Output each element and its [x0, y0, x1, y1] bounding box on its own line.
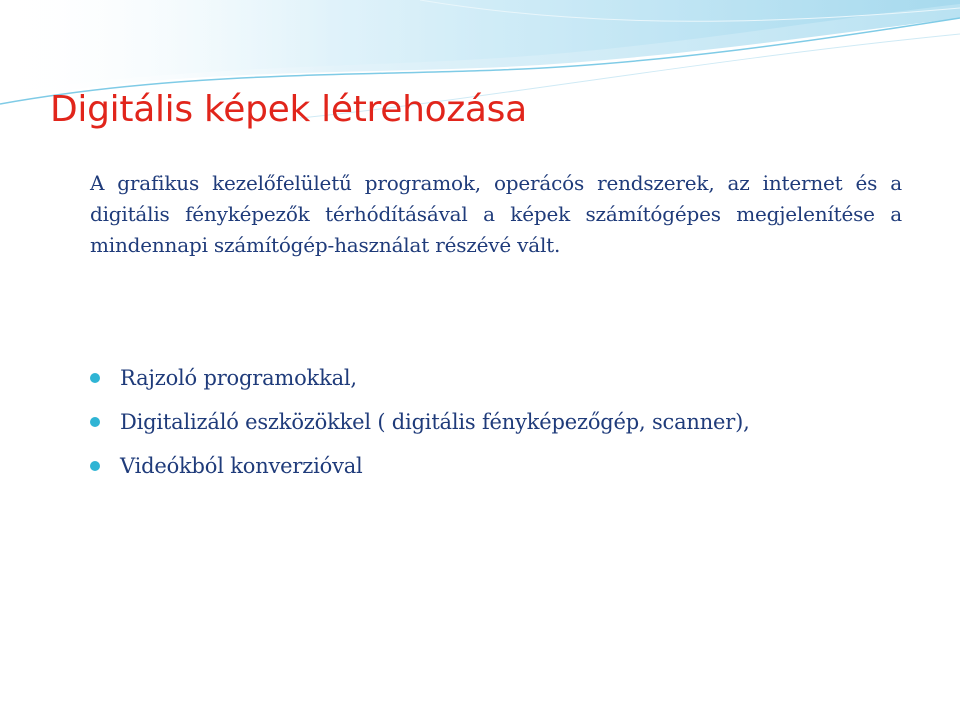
- intro-paragraph: A grafikus kezelőfelületű programok, operácós rendszerek, az internet és a digitális fényképezők térhódításával a képek számítógépes megjelenítése a mindennapi számítógép-használat részévé vált.: [90, 171, 902, 257]
- bullet-item: [90, 356, 750, 400]
- bullet-list: [90, 356, 750, 488]
- slide-title: Digitális képek létrehozása: [50, 89, 527, 130]
- bullet-dot-icon: [90, 373, 100, 383]
- bullet-text: Videókból konverzióval: [120, 454, 363, 478]
- bullet-dot-icon: [90, 417, 100, 427]
- bullet-text: Rajzoló programokkal,: [120, 366, 357, 390]
- bullet-dot-icon: [90, 461, 100, 471]
- bullet-item: [90, 444, 750, 488]
- bullet-text: Digitalizáló eszközökkel ( digitális fényképezőgép, scanner),: [120, 410, 750, 434]
- bullet-item: [90, 400, 750, 444]
